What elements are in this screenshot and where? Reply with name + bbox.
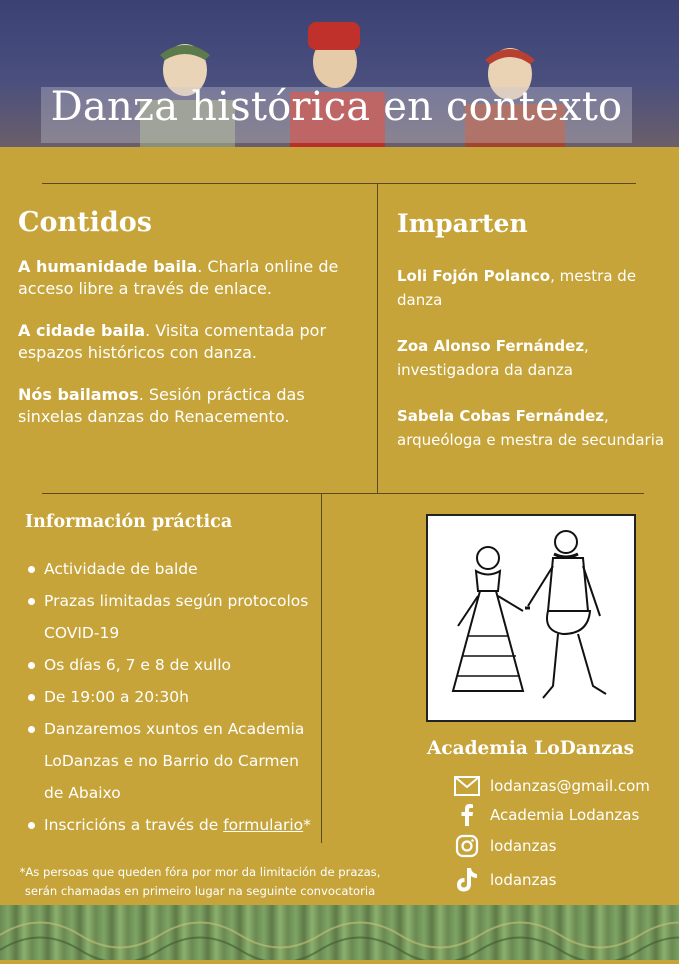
contact-instagram[interactable]: lodanzas [452,831,556,861]
list-item: De 19:00 a 20:30h [22,681,322,713]
contidos-heading: Contidos [18,207,152,238]
imparten-heading: Imparten [397,209,528,238]
page-title: Danza histórica en contexto [50,84,623,130]
list-item: Prazas limitadas según protocolos COVID-19 [22,585,322,649]
divider-vertical-top [377,183,378,493]
person-item: Zoa Alonso Fernández, investigadora da danza [397,337,589,379]
info-heading: Información práctica [25,512,233,532]
footnote: *As persoas que queden fóra por mor da limitación de prazas, serán chamadas en primeiro lugar na seguinte convocatoria [19,865,381,898]
dancers-illustration [426,514,636,722]
list-item: Os días 6, 7 e 8 de xullo [22,649,322,681]
academy-name: Academia LoDanzas [427,738,635,759]
person-item: Loli Fojón Polanco, mestra de danza [397,267,637,309]
divider-top [42,183,636,184]
person-item: Sabela Cobas Fernández, arqueóloga e mestra de secundaria [397,407,665,449]
facebook-icon [452,800,482,830]
list-item: Danzaremos xuntos en Academia LoDanzas e no Barrio do Carmen de Abaixo [22,713,322,809]
form-link[interactable]: formulario [223,816,304,834]
info-list [22,553,322,841]
mail-icon [452,771,482,801]
contidos-item: A humanidade baila. Charla online de acceso libre a través de enlace. [18,257,339,298]
contact-facebook[interactable]: Academia Lodanzas [452,800,639,830]
tiktok-icon [452,865,482,895]
contidos-item: Nós bailamos. Sesión práctica das sinxelas danzas do Renacemento. [18,385,305,426]
list-item: Inscricións a través de formulario* [22,809,322,841]
contidos-item: A cidade baila. Visita comentada por espazos históricos con danza. [18,321,327,362]
contact-email[interactable]: lodanzas@gmail.com [452,771,650,801]
contact-tiktok[interactable]: lodanzas [452,865,556,895]
decorative-footer-band [0,905,679,960]
list-item: Actividade de balde [22,553,322,585]
divider-middle [42,493,644,494]
instagram-icon [452,831,482,861]
floral-pattern [0,905,679,960]
